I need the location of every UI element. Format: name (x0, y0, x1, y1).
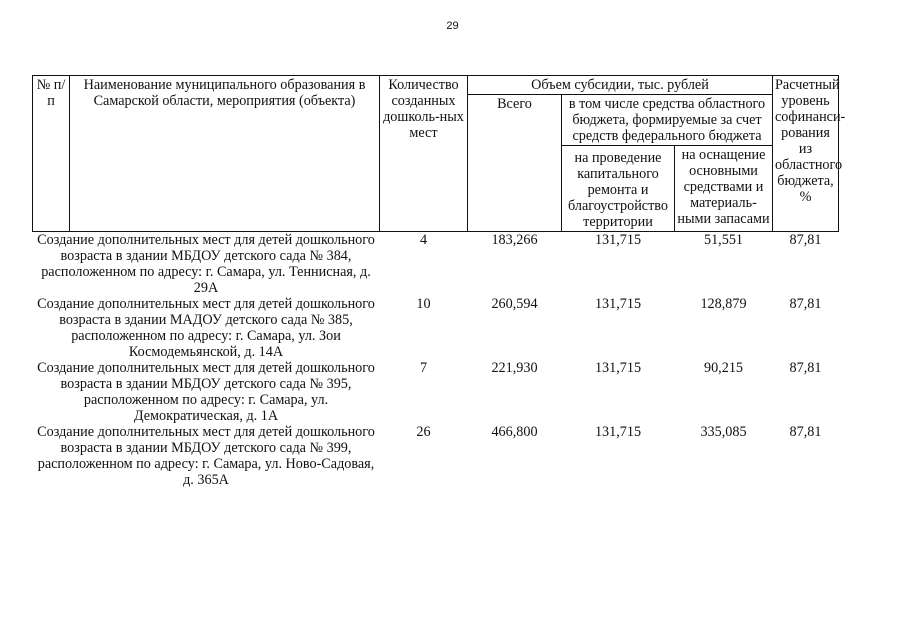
cell-places: 4 (419, 232, 428, 248)
table-header (33, 76, 846, 232)
header-number: № п/п (33, 76, 70, 232)
cell-rate: 87,81 (789, 424, 822, 440)
cell-rate: 87,81 (789, 232, 822, 248)
header-rate: Расчетный уровень софинанси-рования из областного бюджета, % (773, 76, 839, 232)
cell-rate: 87,81 (789, 296, 822, 312)
subsidy-table (32, 75, 846, 488)
cell-places: 7 (419, 360, 428, 376)
header-repair: на проведение капитального ремонта и благоустройство территории (562, 146, 675, 232)
header-total: Всего (468, 95, 562, 232)
header-name: Наименование муниципального образования в Самарской области, мероприятия (объекта) (70, 76, 380, 232)
cell-equipment: 90,215 (703, 360, 743, 376)
cell-total: 466,800 (491, 424, 538, 440)
cell-repair: 131,715 (594, 424, 642, 440)
cell-places: 26 (416, 424, 431, 440)
cell-name: Создание дополнительных мест для детей дошкольного возраста в здании МАДОУ детского сада № 385, расположенном по адресу: г. Самара, ул. Зои Космодемьянской, д. 14А (37, 296, 375, 360)
page-number: 29 (446, 20, 459, 32)
header-places: Количество созданных дошколь-ных мест (380, 76, 468, 232)
cell-total: 221,930 (491, 360, 538, 376)
header-subsidy: Объем субсидии, тыс. рублей (468, 76, 773, 95)
cell-repair: 131,715 (594, 360, 642, 376)
table-row (33, 232, 839, 297)
table-row (33, 424, 839, 488)
cell-places: 10 (416, 296, 431, 312)
cell-rate: 87,81 (789, 360, 822, 376)
cell-equipment: 51,551 (703, 232, 743, 248)
cell-name: Создание дополнительных мест для детей дошкольного возраста в здании МБДОУ детского сада № 395, расположенном по адресу: г. Самара, ул. Демократическая, д. 1А (37, 360, 375, 424)
cell-equipment: 128,879 (700, 296, 747, 312)
table-body (33, 232, 839, 489)
cell-equipment: 335,085 (700, 424, 747, 440)
cell-name: Создание дополнительных мест для детей дошкольного возраста в здании МБДОУ детского сада № 399, расположенном по адресу: г. Самара, ул. Ново-Садовая, д. 365А (37, 424, 375, 488)
cell-total: 183,266 (491, 232, 538, 248)
header-equipment: на оснащение основными средствами и материаль-ными запасами (675, 146, 773, 232)
cell-total: 260,594 (491, 296, 538, 312)
cell-name: Создание дополнительных мест для детей дошкольного возраста в здании МБДОУ детского сада № 384, расположенном по адресу: г. Самара, ул. Теннисная, д. 29А (37, 232, 375, 296)
header-federal: в том числе средства областного бюджета, формируемые за счет средств федерального бюджета (562, 95, 773, 146)
cell-repair: 131,715 (594, 232, 642, 248)
table-row (33, 296, 839, 360)
cell-repair: 131,715 (594, 296, 642, 312)
table-row (33, 360, 839, 424)
